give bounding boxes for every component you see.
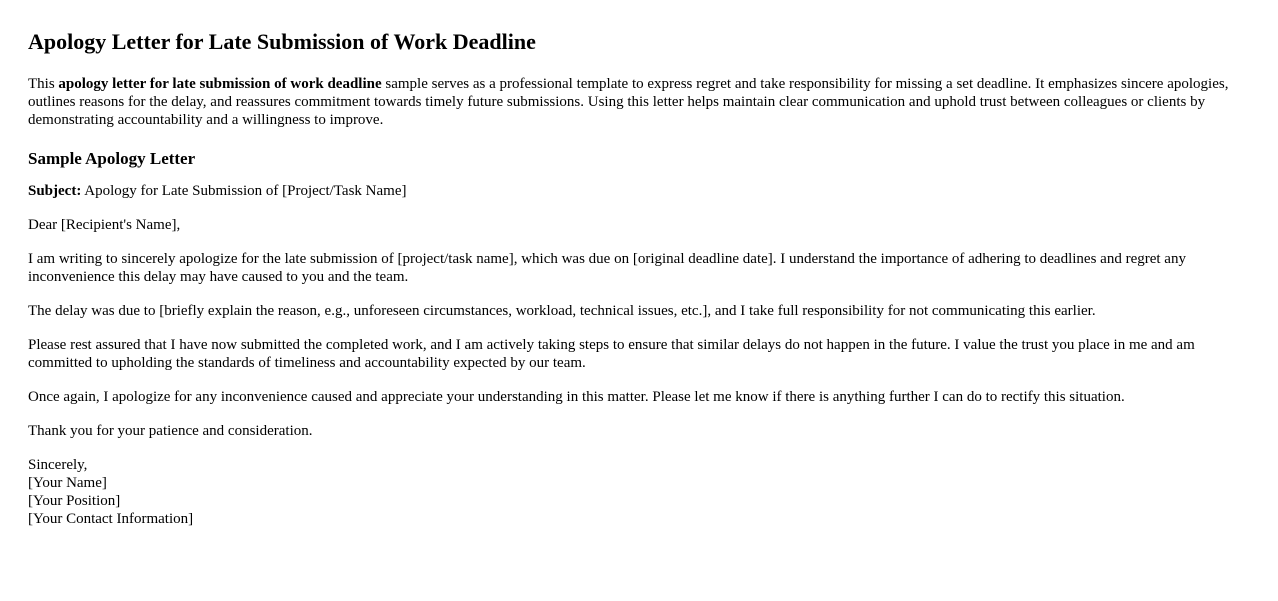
page-title: Apology Letter for Late Submission of Work Deadline (28, 29, 536, 54)
intro-paragraph (28, 75, 1250, 129)
letter-signature-block (28, 456, 1250, 528)
letter-paragraph-2: The delay was due to [briefly explain the reason, e.g., unforeseen circumstances, workload, technical issues, etc.], and I take full responsibility for not communicating this earlier. (28, 303, 1096, 319)
letter-paragraph-4: Once again, I apologize for any inconvenience caused and appreciate your understanding in this matter. Please let me know if there is anything further I can do to rectify this situation. (28, 389, 1125, 405)
intro-prefix: This (28, 76, 59, 92)
section-heading: Sample Apology Letter (28, 149, 196, 168)
letter-paragraph-1: I am writing to sincerely apologize for the late submission of [project/task name], which was due on [original deadline date]. I understand the importance of adhering to deadlines and regret any inconvenience this delay may have caused to you and the team. (28, 251, 1186, 285)
intro-bold-phrase: apology letter for late submission of work deadline (58, 76, 382, 92)
intro-rest: sample serves as a professional template to express regret and take responsibility for missing a set deadline. It emphasizes sincere apologies, outlines reasons for the delay, and reassures commitment towards timely future submissions. Using this letter helps maintain clear communication and uphold trust between colleagues or clients by demonstrating accountability and a willingness to improve. (28, 76, 1229, 128)
letter-closing: Sincerely, (28, 457, 88, 473)
subject-text: Apology for Late Submission of [Project/Task Name] (81, 183, 407, 199)
signature-contact: [Your Contact Information] (28, 511, 194, 527)
letter-paragraph-3: Please rest assured that I have now submitted the completed work, and I am actively taking steps to ensure that similar delays do not happen in the future. I value the trust you place in me and am committed to upholding the standards of timeliness and accountability expected by our team. (28, 337, 1195, 371)
letter-subject (28, 182, 1250, 200)
letter-paragraph-5: Thank you for your patience and consideration. (28, 423, 313, 439)
subject-label: Subject: (28, 183, 82, 199)
signature-name: [Your Name] (28, 475, 107, 491)
signature-position: [Your Position] (28, 493, 121, 509)
letter-salutation: Dear [Recipient's Name], (28, 217, 181, 233)
